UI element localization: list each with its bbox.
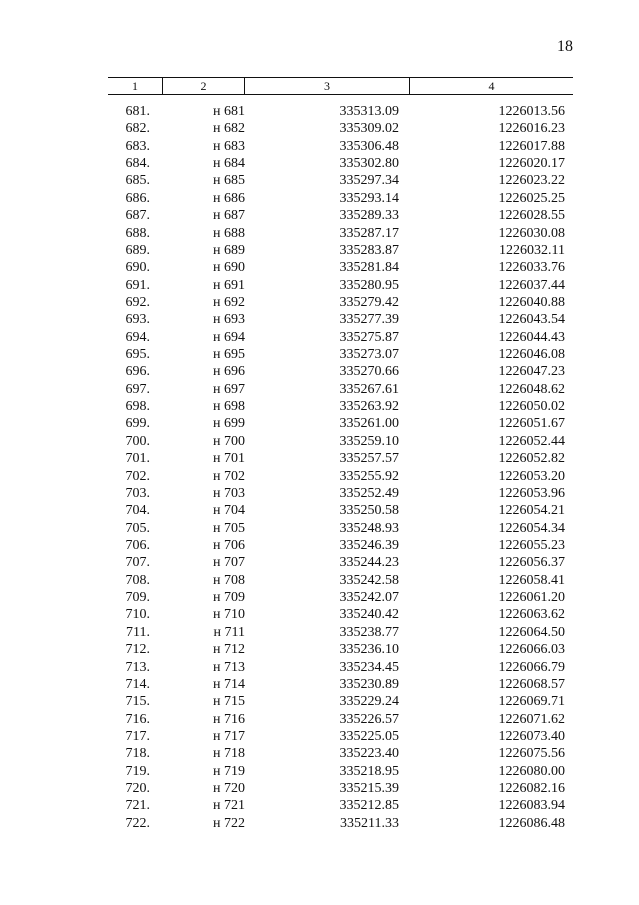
x-coordinate: 335283.87: [339, 242, 399, 258]
point-label: н 705: [213, 520, 245, 536]
x-coordinate: 335226.57: [339, 711, 399, 727]
point-label: н 687: [213, 208, 245, 224]
table-row: [108, 468, 573, 485]
table-row: [108, 815, 573, 832]
point-label: н 694: [213, 329, 245, 345]
table-row: [108, 190, 573, 207]
y-coordinate: 1226056.37: [498, 555, 565, 571]
y-coordinate: 1226058.41: [498, 572, 565, 588]
point-label: н 690: [213, 260, 245, 276]
row-number: 707.: [125, 555, 150, 571]
table-row: [108, 659, 573, 676]
x-coordinate: 335250.58: [339, 503, 399, 519]
x-coordinate: 335242.07: [339, 590, 399, 606]
y-coordinate: 1226037.44: [498, 277, 565, 293]
point-label: н 704: [213, 503, 245, 519]
x-coordinate: 335242.58: [339, 572, 399, 588]
x-coordinate: 335279.42: [339, 294, 399, 310]
point-label: н 721: [213, 798, 245, 814]
x-coordinate: 335211.33: [340, 815, 399, 831]
x-coordinate: 335238.77: [339, 624, 399, 640]
table-row: [108, 381, 573, 398]
y-coordinate: 1226044.43: [498, 329, 565, 345]
y-coordinate: 1226023.22: [498, 173, 565, 189]
row-number: 699.: [125, 416, 150, 432]
row-number: 690.: [125, 260, 150, 276]
x-coordinate: 335277.39: [339, 312, 399, 328]
y-coordinate: 1226086.48: [498, 815, 565, 831]
x-coordinate: 335230.89: [339, 676, 399, 692]
table-row: [108, 415, 573, 432]
row-number: 713.: [125, 659, 150, 675]
point-label: н 717: [213, 728, 245, 744]
row-number: 718.: [125, 746, 150, 762]
y-coordinate: 1226083.94: [498, 798, 565, 814]
x-coordinate: 335248.93: [339, 520, 399, 536]
point-label: н 699: [213, 416, 245, 432]
table-row: [108, 763, 573, 780]
table-row: [108, 485, 573, 502]
row-number: 709.: [125, 590, 150, 606]
row-number: 712.: [125, 642, 150, 658]
point-label: н 693: [213, 312, 245, 328]
point-label: н 684: [213, 156, 245, 172]
y-coordinate: 1226053.96: [498, 485, 565, 501]
table-row: [108, 693, 573, 710]
row-number: 682.: [125, 121, 150, 137]
table-row: [108, 797, 573, 814]
coordinates-table-body: [108, 103, 573, 832]
y-coordinate: 1226064.50: [498, 624, 565, 640]
point-label: н 706: [213, 537, 245, 553]
y-coordinate: 1226017.88: [498, 138, 565, 154]
point-label: н 703: [213, 485, 245, 501]
x-coordinate: 335287.17: [339, 225, 399, 241]
table-row: [108, 103, 573, 120]
x-coordinate: 335212.85: [339, 798, 399, 814]
x-coordinate: 335229.24: [339, 694, 399, 710]
table-row: [108, 728, 573, 745]
table-row: [108, 294, 573, 311]
table-row: [108, 346, 573, 363]
table-row: [108, 311, 573, 328]
point-label: н 713: [213, 659, 245, 675]
table-row: [108, 502, 573, 519]
x-coordinate: 335281.84: [339, 260, 399, 276]
table-row: [108, 780, 573, 797]
x-coordinate: 335267.61: [339, 381, 399, 397]
table-row: [108, 120, 573, 137]
point-label: н 692: [213, 294, 245, 310]
table-row: [108, 225, 573, 242]
point-label: н 714: [213, 676, 245, 692]
y-coordinate: 1226028.55: [498, 208, 565, 224]
y-coordinate: 1226051.67: [498, 416, 565, 432]
table-row: [108, 676, 573, 693]
y-coordinate: 1226020.17: [498, 156, 565, 172]
row-number: 706.: [125, 537, 150, 553]
point-label: н 697: [213, 381, 245, 397]
row-number: 687.: [125, 208, 150, 224]
point-label: н 722: [213, 815, 245, 831]
point-label: н 708: [213, 572, 245, 588]
point-label: н 710: [213, 607, 245, 623]
x-coordinate: 335246.39: [339, 537, 399, 553]
y-coordinate: 1226016.23: [498, 121, 565, 137]
table-header: [108, 77, 573, 95]
table-row: [108, 277, 573, 294]
point-label: н 696: [213, 364, 245, 380]
x-coordinate: 335302.80: [339, 156, 399, 172]
row-number: 704.: [125, 503, 150, 519]
y-coordinate: 1226046.08: [498, 347, 565, 363]
row-number: 710.: [125, 607, 150, 623]
x-coordinate: 335270.66: [339, 364, 399, 380]
x-coordinate: 335223.40: [339, 746, 399, 762]
y-coordinate: 1226061.20: [498, 590, 565, 606]
x-coordinate: 335289.33: [339, 208, 399, 224]
point-label: н 716: [213, 711, 245, 727]
table-row: [108, 172, 573, 189]
column-header-3: 3: [245, 78, 410, 94]
point-label: н 720: [213, 781, 245, 797]
table-row: [108, 363, 573, 380]
y-coordinate: 1226043.54: [498, 312, 565, 328]
point-label: н 686: [213, 190, 245, 206]
row-number: 721.: [125, 798, 150, 814]
point-label: н 685: [213, 173, 245, 189]
y-coordinate: 1226033.76: [498, 260, 565, 276]
point-label: н 688: [213, 225, 245, 241]
table-row: [108, 329, 573, 346]
point-label: н 681: [213, 104, 245, 119]
y-coordinate: 1226068.57: [498, 676, 565, 692]
x-coordinate: 335215.39: [339, 781, 399, 797]
x-coordinate: 335257.57: [339, 451, 399, 467]
point-label: н 683: [213, 138, 245, 154]
x-coordinate: 335244.23: [339, 555, 399, 571]
row-number: 711.: [126, 624, 150, 640]
x-coordinate: 335263.92: [339, 399, 399, 415]
y-coordinate: 1226054.21: [498, 503, 565, 519]
table-row: [108, 450, 573, 467]
table-row: [108, 589, 573, 606]
row-number: 722.: [125, 815, 150, 831]
row-number: 700.: [125, 433, 150, 449]
table-row: [108, 572, 573, 589]
row-number: 705.: [125, 520, 150, 536]
point-label: н 712: [213, 642, 245, 658]
point-label: н 719: [213, 763, 245, 779]
y-coordinate: 1226055.23: [498, 537, 565, 553]
x-coordinate: 335261.00: [339, 416, 399, 432]
y-coordinate: 1226052.44: [498, 433, 565, 449]
y-coordinate: 1226030.08: [498, 225, 565, 241]
y-coordinate: 1226047.23: [498, 364, 565, 380]
x-coordinate: 335252.49: [339, 485, 399, 501]
table-row: [108, 745, 573, 762]
row-number: 681.: [125, 104, 150, 119]
y-coordinate: 1226082.16: [498, 781, 565, 797]
x-coordinate: 335259.10: [339, 433, 399, 449]
x-coordinate: 335280.95: [339, 277, 399, 293]
row-number: 689.: [125, 242, 150, 258]
y-coordinate: 1226013.56: [498, 104, 565, 119]
point-label: н 715: [213, 694, 245, 710]
row-number: 701.: [125, 451, 150, 467]
row-number: 719.: [125, 763, 150, 779]
y-coordinate: 1226053.20: [498, 468, 565, 484]
row-number: 691.: [125, 277, 150, 293]
row-number: 688.: [125, 225, 150, 241]
y-coordinate: 1226075.56: [498, 746, 565, 762]
y-coordinate: 1226080.00: [498, 763, 565, 779]
row-number: 708.: [125, 572, 150, 588]
x-coordinate: 335225.05: [339, 728, 399, 744]
table-row: [108, 554, 573, 571]
point-label: н 711: [213, 624, 245, 640]
point-label: н 709: [213, 590, 245, 606]
row-number: 703.: [125, 485, 150, 501]
y-coordinate: 1226048.62: [498, 381, 565, 397]
y-coordinate: 1226040.88: [498, 294, 565, 310]
table-row: [108, 242, 573, 259]
row-number: 716.: [125, 711, 150, 727]
table-row: [108, 155, 573, 172]
table-row: [108, 398, 573, 415]
table-row: [108, 606, 573, 623]
row-number: 694.: [125, 329, 150, 345]
row-number: 717.: [125, 728, 150, 744]
point-label: н 700: [213, 433, 245, 449]
row-number: 714.: [125, 676, 150, 692]
table-row: [108, 641, 573, 658]
column-header-2: 2: [163, 78, 245, 94]
row-number: 715.: [125, 694, 150, 710]
x-coordinate: 335297.34: [339, 173, 399, 189]
y-coordinate: 1226032.11: [499, 242, 565, 258]
row-number: 692.: [125, 294, 150, 310]
column-header-4: 4: [488, 79, 495, 93]
table-row: [108, 259, 573, 276]
row-number: 683.: [125, 138, 150, 154]
row-number: 684.: [125, 156, 150, 172]
table-row: [108, 537, 573, 554]
x-coordinate: 335234.45: [339, 659, 399, 675]
x-coordinate: 335236.10: [339, 642, 399, 658]
row-number: 685.: [125, 173, 150, 189]
table-row: [108, 433, 573, 450]
y-coordinate: 1226066.79: [498, 659, 565, 675]
x-coordinate: 335273.07: [339, 347, 399, 363]
row-number: 702.: [125, 468, 150, 484]
row-number: 697.: [125, 381, 150, 397]
point-label: н 689: [213, 242, 245, 258]
x-coordinate: 335255.92: [339, 468, 399, 484]
column-header-1: 1: [108, 78, 163, 94]
x-coordinate: 335275.87: [339, 329, 399, 345]
page-number: 18: [557, 38, 573, 55]
y-coordinate: 1226052.82: [498, 451, 565, 467]
x-coordinate: 335306.48: [339, 138, 399, 154]
table-row: [108, 207, 573, 224]
x-coordinate: 335313.09: [339, 104, 399, 119]
y-coordinate: 1226069.71: [498, 694, 565, 710]
row-number: 696.: [125, 364, 150, 380]
x-coordinate: 335293.14: [339, 190, 399, 206]
point-label: н 702: [213, 468, 245, 484]
row-number: 695.: [125, 347, 150, 363]
y-coordinate: 1226025.25: [498, 190, 565, 206]
y-coordinate: 1226066.03: [498, 642, 565, 658]
point-label: н 701: [213, 451, 245, 467]
row-number: 720.: [125, 781, 150, 797]
row-number: 698.: [125, 399, 150, 415]
x-coordinate: 335218.95: [339, 763, 399, 779]
y-coordinate: 1226071.62: [498, 711, 565, 727]
point-label: н 698: [213, 399, 245, 415]
row-number: 693.: [125, 312, 150, 328]
y-coordinate: 1226063.62: [498, 607, 565, 623]
x-coordinate: 335240.42: [339, 607, 399, 623]
point-label: н 718: [213, 746, 245, 762]
point-label: н 695: [213, 347, 245, 363]
point-label: н 691: [213, 277, 245, 293]
y-coordinate: 1226073.40: [498, 728, 565, 744]
table-row: [108, 624, 573, 641]
y-coordinate: 1226054.34: [498, 520, 565, 536]
table-row: [108, 138, 573, 155]
point-label: н 682: [213, 121, 245, 137]
x-coordinate: 335309.02: [339, 121, 399, 137]
table-row: [108, 711, 573, 728]
table-row: [108, 520, 573, 537]
y-coordinate: 1226050.02: [498, 399, 565, 415]
row-number: 686.: [125, 190, 150, 206]
point-label: н 707: [213, 555, 245, 571]
